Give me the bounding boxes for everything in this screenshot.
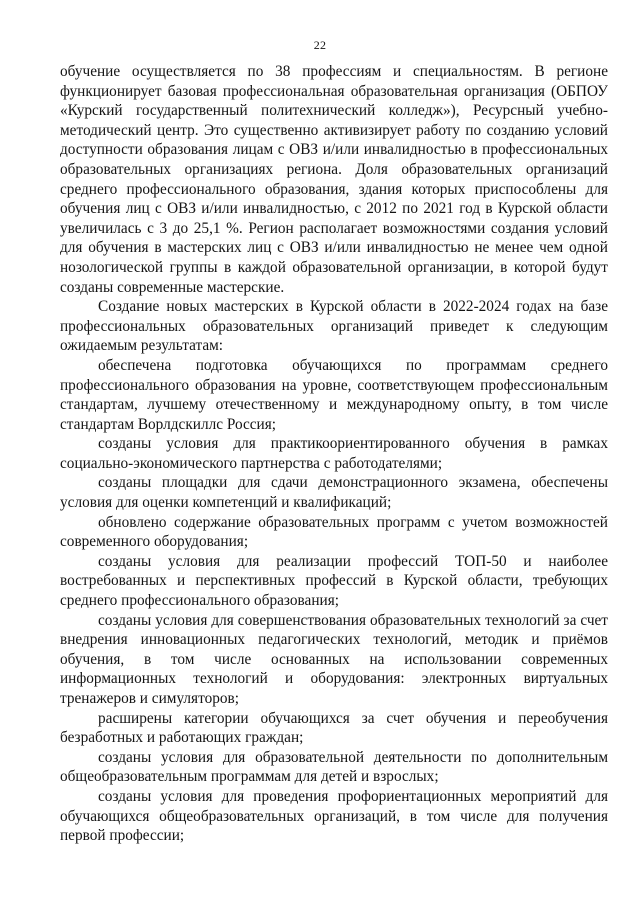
paragraph-result-item: созданы условия для проведения профориентационных мероприятий для обучающихся общеобразовательных организаций, в том числе для получения первой профессии; — [60, 787, 608, 845]
paragraph-result-item: созданы условия для образовательной деятельности по дополнительным общеобразовательным программам для детей и взрослых; — [60, 748, 608, 786]
paragraph-result-item: созданы площадки для сдачи демонстрационного экзамена, обеспечены условия для оценки компетенций и квалификаций; — [60, 474, 608, 512]
paragraph-result-item: обновлено содержание образовательных программ с учетом возможностей современного оборудования; — [60, 513, 608, 551]
paragraph-result-item: расширены категории обучающихся за счет обучения и переобучения безработных и работающих граждан; — [60, 709, 608, 747]
page-number: 22 — [313, 38, 327, 52]
paragraph-result-item: созданы условия для реализации профессий ТОП-50 и наиболее востребованных и перспективных профессий в Курской области, требующих среднего профессионального образования; — [60, 552, 608, 610]
paragraph-intro-results: Создание новых мастерских в Курской области в 2022-2024 годах на базе профессиональных образовательных организаций приведет к следующим ожидаемым результатам: — [60, 298, 608, 355]
document-body — [60, 62, 608, 846]
paragraph-result-item: созданы условия для совершенствования образовательных технологий за счет внедрения инновационных педагогических технологий, методик и приёмов обучения, в том числе основанных на использовании современных информационных технологий и оборудования: электронных виртуальных тренажеров и симуляторов; — [60, 611, 608, 707]
paragraph-continuation: обучение осуществляется по 38 профессиям и специальностям. В регионе функционирует базовая профессиональная образовательная организация (ОБПОУ «Курский государственный политехнический колледж»), Ресурсный учебно-методический центр. Это существенно активизирует работу по созданию условий доступности образования лицам с ОВЗ и/или инвалидностью в профессиональных образовательных организациях региона. Доля образовательных организаций среднего профессионального образования, здания которых приспособлены для обучения лиц с ОВЗ и/или инвалидностью, с 2012 по 2021 год в Курской области увеличилась с 3 до 25,1 %. Регион располагает возможностями создания условий для обучения в мастерских лиц с ОВЗ и/или инвалидностью не менее чем одной нозологической группы в каждой образовательной организации, в которой будут созданы современные мастерские. — [60, 63, 608, 296]
paragraph-result-item: созданы условия для практикоориентированного обучения в рамках социально-экономического партнерства с работодателями; — [60, 435, 608, 472]
paragraph-result-item: обеспечена подготовка обучающихся по программам среднего профессионального образования на уровне, соответствующем профессиональным стандартам, лучшему отечественному и международному опыту, в том числе стандартам Ворлдскиллс Россия; — [60, 356, 608, 433]
